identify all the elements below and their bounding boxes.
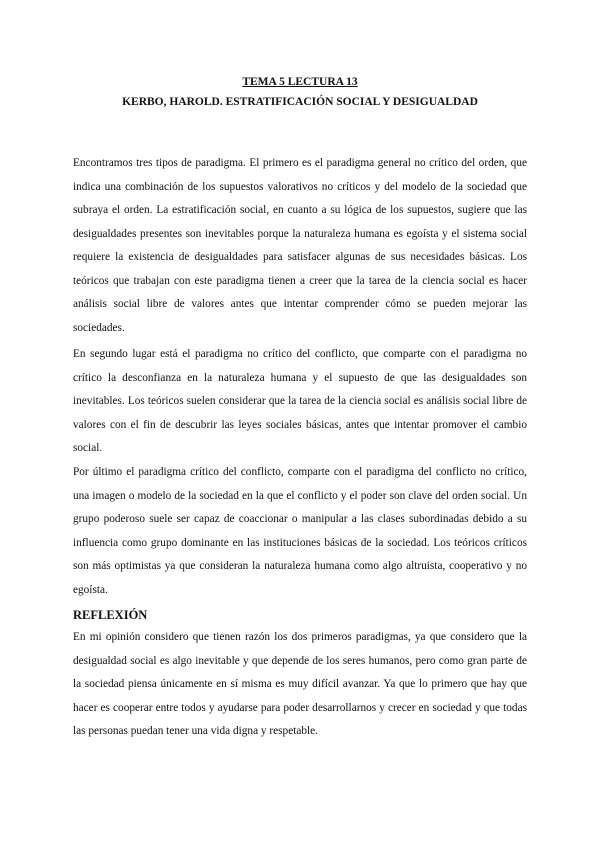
document-title: TEMA 5 LECTURA 13 (242, 76, 358, 88)
reflection-paragraph: En mi opinión considero que tienen razón los dos primeros paradigmas, ya que considero que la desigualdad social es algo inevitable y que depende de los seres humanos, pero como gran parte de la sociedad piensa únicamente en sí misma es muy difícil avanzar. Ya que lo primero que hay que hacer es cooperar entre todos y ayudarse para poder desarrollarnos y crecer en sociedad y que todas las personas puedan tener una vida digna y respetable. (73, 631, 527, 737)
document-subtitle: KERBO, HAROLD. ESTRATIFICACIÓN SOCIAL Y DESIGUALDAD (122, 96, 478, 108)
reflection-heading: REFLEXIÓN (73, 608, 148, 622)
paragraph-orden-no-critico: Encontramos tres tipos de paradigma. El primero es el paradigma general no crítico del orden, que indica una combinación de los supuestos valorativos no críticos y del modelo de la sociedad que subraya el orden. La estratificación social, en cuanto a su lógica de los supuestos, sugiere que las desigualdades presentes son inevitables porque la naturaleza humana es egoísta y el sistema social requiere la existencia de desigualdades para satisfacer algunas de sus necesidades básicas. Los teóricos que trabajan con este paradigma tienen a creer que la tarea de la ciencia social es hacer análisis social libre de valores antes que intentar comprender cómo se pueden mejorar las sociedades. (73, 157, 527, 334)
paragraph-conflicto-no-critico: En segundo lugar está el paradigma no crítico del conflicto, que comparte con el paradigma no crítico la desconfianza en la naturaleza humana y el supuesto de que las desigualdades son inevitables. Los teóricos suelen considerar que la tarea de la ciencia social es análisis social libre de valores con el fin de descubrir las leyes sociales básicas, antes que intentar promover el cambio social. (73, 348, 527, 454)
paragraph-conflicto-critico: Por último el paradigma crítico del conflicto, comparte con el paradigma del conflicto no crítico, una imagen o modelo de la sociedad en la que el conflicto y el poder son clave del orden social. Un grupo poderoso suele ser capaz de coaccionar o manipular a las clases subordinadas debido a su influencia como grupo dominante en las instituciones básicas de la sociedad. Los teóricos críticos son más optimistas ya que consideran la naturaleza humana como algo altruista, cooperativo y no egoísta. (73, 466, 527, 596)
